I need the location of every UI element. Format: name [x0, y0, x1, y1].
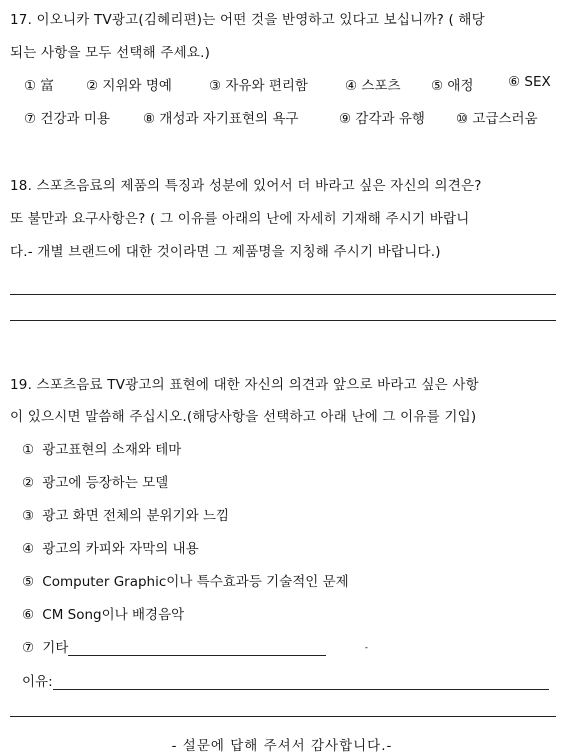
q19-text-line1: 19. 스포츠음료 TV광고의 표현에 대한 자신의 의견과 앞으로 바라고 싶은 사항: [10, 377, 479, 393]
q17-option-1[interactable]: [24, 74, 54, 94]
option-label: 애정: [447, 78, 474, 94]
option-number: ⑥: [508, 74, 521, 90]
closing-message: - 설문에 답해 주셔서 감사합니다.-: [171, 738, 393, 754]
option-label: 광고 화면 전체의 분위기와 느낌: [42, 508, 229, 524]
q19-text-line2: 이 있으시면 말씀해 주십시오.(해당사항을 선택하고 아래 난에 그 이유를 기입): [10, 409, 477, 425]
option-number: ⑥: [22, 607, 35, 623]
option-label: 자유와 편리함: [225, 78, 308, 94]
reason-label: 이유:: [22, 674, 53, 690]
option-label: 광고표현의 소재와 테마: [42, 442, 182, 458]
option-number: ②: [86, 78, 99, 94]
q19-option-2[interactable]: [22, 471, 168, 491]
option-number: ⑤: [22, 574, 35, 590]
option-number: ⑤: [431, 78, 444, 94]
q17-option-3[interactable]: [209, 74, 308, 94]
option-number: ④: [345, 78, 358, 94]
q17-option-10[interactable]: [456, 107, 538, 127]
option-number: ⑨: [339, 111, 352, 127]
q17-option-5[interactable]: [431, 74, 474, 94]
option-label: 富: [40, 78, 54, 94]
other-input-line[interactable]: [68, 643, 326, 656]
option-label: 광고에 등장하는 모델: [42, 475, 169, 491]
q18-answer-line-2[interactable]: [10, 320, 556, 321]
q19-option-6[interactable]: [22, 603, 184, 623]
q17-text-line1: 17. 이오니카 TV광고(김혜리편)는 어떤 것을 반영하고 있다고 보십니까? ( 해당: [10, 12, 485, 28]
option-number: ⑧: [143, 111, 156, 127]
option-number: ②: [22, 475, 35, 491]
q18-answer-line-1[interactable]: [10, 294, 556, 295]
option-label: CM Song이나 배경음악: [42, 607, 185, 623]
q19-reason-row[interactable]: [22, 670, 549, 690]
q18-text-line2: 또 불만과 요구사항은? ( 그 이유를 아래의 난에 자세히 기재해 주시기 바랍니: [10, 211, 470, 227]
reason-input-line[interactable]: [53, 677, 549, 690]
q17-option-9[interactable]: [339, 107, 425, 127]
option-label: 개성과 자기표현의 욕구: [159, 111, 299, 127]
option-number: ①: [22, 442, 35, 458]
option-label: SEX: [524, 74, 551, 90]
option-number: ⑦: [22, 640, 35, 656]
other-label: 기타: [42, 640, 69, 656]
q19-option-other[interactable]: [22, 636, 368, 656]
option-label: 광고의 카피와 자막의 내용: [42, 541, 199, 557]
option-number: ⑩: [456, 111, 469, 127]
q19-option-3[interactable]: [22, 504, 229, 524]
option-number: ③: [22, 508, 35, 524]
q17-option-7[interactable]: [24, 107, 110, 127]
option-label: 지위와 명예: [102, 78, 172, 94]
option-label: Computer Graphic이나 특수효과등 기술적인 문제: [42, 574, 349, 590]
option-number: ①: [24, 78, 37, 94]
q18-text-line1: 18. 스포츠음료의 제품의 특징과 성분에 있어서 더 바라고 싶은 자신의 의견은?: [10, 178, 482, 194]
option-number: ③: [209, 78, 222, 94]
q17-text-line2: 되는 사항을 모두 선택해 주세요.): [10, 45, 211, 61]
option-number: ④: [22, 541, 35, 557]
option-label: 건강과 미용: [40, 111, 110, 127]
q18-text-line3: 다.- 개별 브랜드에 대한 것이라면 그 제품명을 지칭해 주시기 바랍니다.): [10, 244, 441, 260]
q17-option-4[interactable]: [345, 74, 401, 94]
dash-mark: -: [364, 643, 368, 653]
q17-option-2[interactable]: [86, 74, 172, 94]
option-label: 스포츠: [361, 78, 401, 94]
q19-option-1[interactable]: [22, 438, 181, 458]
option-number: ⑦: [24, 111, 37, 127]
option-label: 감각과 유행: [355, 111, 425, 127]
q19-option-4[interactable]: [22, 537, 199, 557]
q17-option-6[interactable]: [508, 74, 551, 90]
q19-option-5[interactable]: [22, 570, 349, 590]
q19-answer-line[interactable]: [10, 716, 556, 717]
q17-option-8[interactable]: [143, 107, 298, 127]
option-label: 고급스러움: [472, 111, 538, 127]
